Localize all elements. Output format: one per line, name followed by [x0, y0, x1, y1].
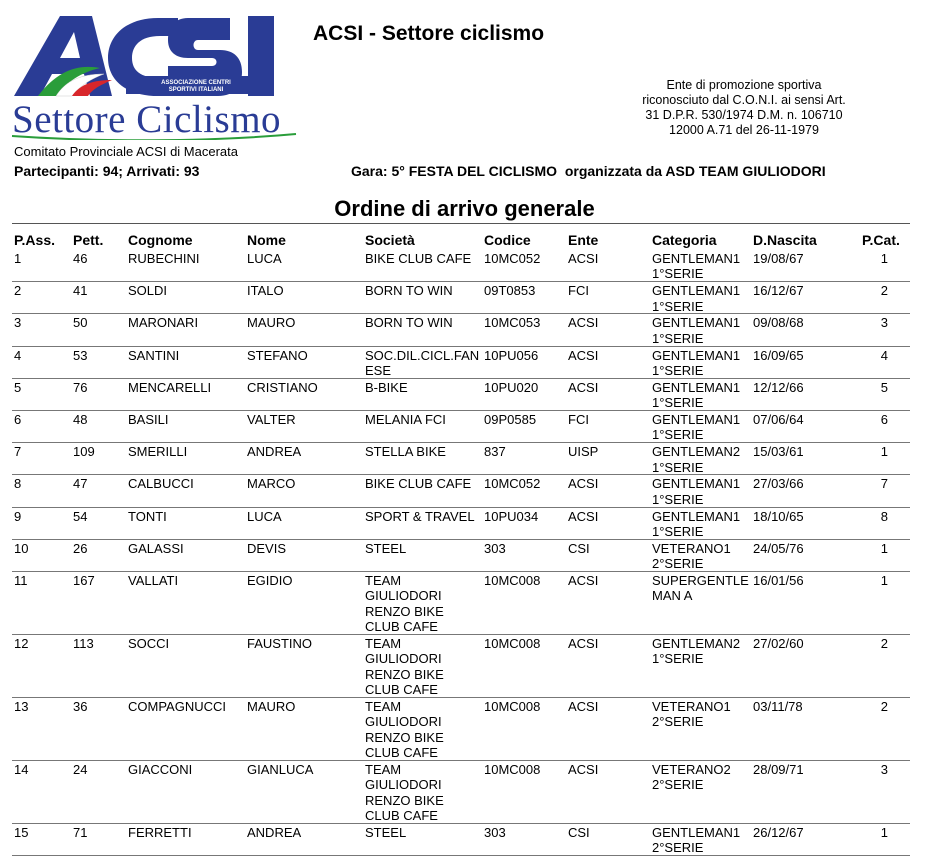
cell-code: 10MC052: [484, 251, 541, 266]
cell-surname: RUBECHINI: [128, 251, 200, 266]
cell-category: GENTLEMAN1 1°SERIE: [652, 411, 741, 443]
column-header-surname: Cognome: [128, 232, 193, 248]
cell-team: BORN TO WIN: [365, 283, 453, 299]
cell-name: CRISTIANO: [247, 379, 318, 395]
cell-birth: 07/06/64: [753, 411, 804, 427]
cell-category: VETERANO2 2°SERIE: [652, 761, 731, 793]
cell-cat-pos: 3: [880, 761, 888, 777]
cell-pos: 15: [14, 824, 29, 840]
table-row: [12, 540, 910, 572]
cell-cat-pos: 7: [880, 476, 888, 492]
cell-code: 10MC008: [484, 698, 541, 714]
cell-category: VETERANO1 2°SERIE: [652, 698, 731, 730]
cell-category: GENTLEMAN1 1°SERIE: [652, 347, 741, 378]
cell-code: 10MC008: [484, 761, 541, 777]
cell-team: STEEL: [365, 824, 407, 840]
cell-category: SUPERGENTLE MAN A: [652, 572, 749, 604]
column-header-birth: D.Nascita: [753, 232, 817, 248]
cell-ente: FCI: [568, 411, 589, 427]
cell-birth: 12/12/66: [753, 379, 804, 395]
cell-birth: 27/03/66: [753, 476, 804, 492]
cell-team: TEAM GIULIODORI RENZO BIKE CLUB CAFE: [365, 761, 444, 824]
cell-bib: 48: [73, 411, 88, 427]
cell-bib: 167: [73, 572, 95, 588]
cell-ente: ACSI: [568, 635, 599, 651]
cell-team: SOC.DIL.CICL.FAN ESE: [365, 347, 480, 378]
cell-bib: 24: [73, 761, 88, 777]
cell-surname: VALLATI: [128, 572, 179, 588]
logo-subtitle: Settore Ciclismo: [12, 98, 282, 140]
cell-cat-pos: 1: [880, 540, 888, 556]
cell-name: ITALO: [247, 283, 284, 299]
cell-category: GENTLEMAN1 1°SERIE: [652, 476, 741, 507]
cell-ente: UISP: [568, 444, 599, 460]
cell-team: MELANIA FCI: [365, 411, 446, 427]
cell-surname: SOCCI: [128, 635, 170, 651]
cell-team: BIKE CLUB CAFE: [365, 476, 472, 492]
cell-code: 303: [484, 824, 506, 840]
cell-pos: 6: [14, 411, 22, 427]
cell-bib: 50: [73, 315, 88, 331]
cell-bib: 71: [73, 824, 88, 840]
cell-ente: ACSI: [568, 347, 599, 363]
cell-pos: 9: [14, 508, 22, 524]
cell-team: BORN TO WIN: [365, 315, 453, 331]
cell-code: 10MC052: [484, 476, 541, 492]
cell-birth: 03/11/78: [753, 698, 803, 714]
column-header-ente: Ente: [568, 232, 599, 248]
ente-description: [614, 78, 874, 138]
cell-surname: MARONARI: [128, 315, 199, 331]
table-header: [12, 230, 910, 250]
column-header-name: Nome: [247, 232, 286, 248]
column-header-code: Codice: [484, 232, 531, 248]
cell-birth: 16/12/67: [753, 283, 804, 299]
cell-category: GENTLEMAN1 1°SERIE: [652, 251, 741, 282]
cell-category: GENTLEMAN1 1°SERIE: [652, 379, 741, 411]
cell-name: DEVIS: [247, 540, 287, 556]
table-row: [12, 635, 910, 698]
cell-birth: 18/10/65: [753, 508, 804, 524]
ente-line: Ente di promozione sportiva: [666, 78, 822, 92]
ente-line: 31 D.P.R. 530/1974 D.M. n. 106710: [645, 108, 843, 122]
cell-category: GENTLEMAN2 1°SERIE: [652, 635, 741, 667]
cell-pos: 14: [14, 761, 29, 777]
cell-surname: MENCARELLI: [128, 379, 212, 395]
cell-pos: 13: [14, 698, 29, 714]
cell-cat-pos: 3: [880, 315, 888, 331]
partecipanti-summary: Partecipanti: 94; Arrivati: 93: [14, 163, 200, 179]
table-row: [12, 572, 910, 635]
ranking-title: Ordine di arrivo generale: [334, 196, 595, 221]
cell-name: VALTER: [247, 411, 296, 427]
table-row: [12, 475, 910, 507]
cell-pos: 2: [14, 283, 22, 299]
ente-line: riconosciuto dal C.O.N.I. ai sensi Art.: [642, 93, 846, 107]
cell-surname: COMPAGNUCCI: [128, 698, 226, 714]
cell-name: ANDREA: [247, 824, 302, 840]
table-row: [12, 824, 910, 856]
cell-birth: 19/08/67: [753, 251, 804, 266]
cell-bib: 109: [73, 444, 95, 460]
cell-bib: 41: [73, 283, 88, 299]
cell-surname: CALBUCCI: [128, 476, 194, 492]
column-header-category: Categoria: [652, 232, 717, 248]
cell-birth: 15/03/61: [753, 444, 804, 460]
cell-cat-pos: 1: [880, 572, 888, 588]
cell-ente: CSI: [568, 824, 590, 840]
cell-name: STEFANO: [247, 347, 308, 363]
cell-code: 837: [484, 444, 506, 460]
cell-bib: 47: [73, 476, 88, 492]
cell-category: GENTLEMAN1 1°SERIE: [652, 283, 741, 314]
cell-pos: 7: [14, 444, 22, 460]
table-row: [12, 282, 910, 314]
page-title: ACSI - Settore ciclismo: [313, 22, 545, 45]
header-divider: [12, 223, 910, 224]
column-header-pos: P.Ass.: [14, 232, 55, 248]
table-row: [12, 250, 910, 282]
cell-bib: 113: [73, 635, 94, 651]
results-table: [12, 230, 910, 856]
cell-surname: BASILI: [128, 411, 169, 427]
table-row: [12, 411, 910, 443]
cell-bib: 54: [73, 508, 88, 524]
cell-team: STEEL: [365, 540, 407, 556]
cell-name: GIANLUCA: [247, 761, 314, 777]
cell-name: MAURO: [247, 698, 296, 714]
cell-ente: ACSI: [568, 251, 599, 266]
cell-cat-pos: 4: [880, 347, 888, 363]
cell-pos: 12: [14, 635, 29, 651]
cell-code: 10PU034: [484, 508, 539, 524]
column-header-cat-pos: P.Cat.: [862, 232, 900, 248]
cell-pos: 4: [14, 347, 22, 363]
cell-code: 303: [484, 540, 506, 556]
table-row: [12, 443, 910, 475]
cell-birth: 27/02/60: [753, 635, 804, 651]
cell-cat-pos: 1: [880, 444, 888, 460]
cell-cat-pos: 2: [880, 635, 888, 651]
cell-pos: 10: [14, 540, 29, 556]
acsi-logo: [8, 8, 300, 140]
cell-cat-pos: 2: [880, 698, 888, 714]
cell-team: TEAM GIULIODORI RENZO BIKE CLUB CAFE: [365, 635, 444, 698]
table-row: [12, 314, 910, 346]
cell-pos: 3: [14, 315, 22, 331]
column-header-bib: Pett.: [73, 232, 104, 248]
cell-birth: 16/09/65: [753, 347, 804, 363]
cell-cat-pos: 1: [880, 251, 888, 266]
cell-ente: ACSI: [568, 315, 599, 331]
cell-surname: TONTI: [128, 508, 167, 524]
cell-pos: 1: [14, 251, 22, 266]
table-row: [12, 761, 910, 824]
cell-ente: ACSI: [568, 508, 599, 524]
cell-cat-pos: 2: [880, 283, 888, 299]
cell-surname: SANTINI: [128, 347, 180, 363]
cell-code: 10MC008: [484, 635, 541, 651]
cell-code: 09T0853: [484, 283, 536, 299]
acsi-logo-graphic: [8, 8, 300, 140]
cell-code: 10PU020: [484, 379, 539, 395]
logo-tagline-line1: ASSOCIAZIONE CENTRI: [161, 80, 231, 86]
comitato-label: Comitato Provinciale ACSI di Macerata: [14, 144, 238, 159]
cell-ente: FCI: [568, 283, 589, 299]
cell-category: GENTLEMAN1 1°SERIE: [652, 315, 741, 346]
cell-pos: 8: [14, 476, 22, 492]
cell-surname: GALASSI: [128, 540, 184, 556]
cell-ente: CSI: [568, 540, 590, 556]
cell-team: SPORT & TRAVEL: [365, 508, 475, 524]
cell-category: VETERANO1 2°SERIE: [652, 540, 731, 572]
cell-name: EGIDIO: [247, 572, 293, 588]
column-header-team: Società: [365, 232, 415, 248]
cell-ente: ACSI: [568, 572, 599, 588]
cell-team: STELLA BIKE: [365, 444, 446, 460]
cell-cat-pos: 5: [880, 379, 888, 395]
cell-name: FAUSTINO: [247, 635, 313, 651]
cell-birth: 24/05/76: [753, 540, 804, 556]
cell-name: MAURO: [247, 315, 296, 331]
cell-team: B-BIKE: [365, 379, 408, 395]
cell-team: TEAM GIULIODORI RENZO BIKE CLUB CAFE: [365, 698, 444, 761]
cell-pos: 11: [14, 572, 28, 588]
cell-bib: 53: [73, 347, 88, 363]
cell-code: 10PU056: [484, 347, 539, 363]
cell-cat-pos: 8: [880, 508, 888, 524]
table-body: [12, 250, 910, 856]
cell-ente: ACSI: [568, 761, 599, 777]
cell-name: ANDREA: [247, 444, 302, 460]
cell-pos: 5: [14, 379, 22, 395]
cell-team: BIKE CLUB CAFE: [365, 251, 472, 266]
cell-cat-pos: 6: [880, 411, 888, 427]
table-row: [12, 698, 910, 761]
cell-birth: 26/12/67: [753, 824, 804, 840]
cell-cat-pos: 1: [880, 824, 888, 840]
cell-name: LUCA: [247, 508, 282, 524]
cell-ente: ACSI: [568, 379, 599, 395]
cell-category: GENTLEMAN1 2°SERIE: [652, 824, 741, 856]
cell-bib: 46: [73, 251, 88, 266]
table-row: [12, 508, 910, 540]
cell-bib: 76: [73, 379, 88, 395]
table-row: [12, 347, 910, 379]
cell-birth: 16/01/56: [753, 572, 804, 588]
cell-surname: SMERILLI: [128, 444, 188, 460]
cell-ente: ACSI: [568, 476, 599, 492]
cell-code: 10MC053: [484, 315, 541, 331]
cell-bib: 26: [73, 540, 88, 556]
cell-code: 09P0585: [484, 411, 537, 427]
gara-title: Gara: 5° FESTA DEL CICLISMO organizzata da ASD TEAM GIULIODORI: [351, 163, 826, 179]
cell-birth: 28/09/71: [753, 761, 804, 777]
cell-team: TEAM GIULIODORI RENZO BIKE CLUB CAFE: [365, 572, 444, 635]
cell-category: GENTLEMAN2 1°SERIE: [652, 444, 741, 475]
table-row: [12, 379, 910, 411]
cell-birth: 09/08/68: [753, 315, 804, 331]
ente-line: 12000 A.71 del 26-11-1979: [669, 123, 819, 137]
cell-ente: ACSI: [568, 698, 599, 714]
cell-surname: SOLDI: [128, 283, 168, 299]
logo-tagline-line2: SPORTIVI ITALIANI: [168, 87, 224, 93]
cell-category: GENTLEMAN1 1°SERIE: [652, 508, 741, 539]
cell-surname: GIACCONI: [128, 761, 193, 777]
cell-bib: 36: [73, 698, 88, 714]
cell-name: LUCA: [247, 251, 282, 266]
cell-name: MARCO: [247, 476, 296, 492]
cell-surname: FERRETTI: [128, 824, 192, 840]
cell-code: 10MC008: [484, 572, 541, 588]
